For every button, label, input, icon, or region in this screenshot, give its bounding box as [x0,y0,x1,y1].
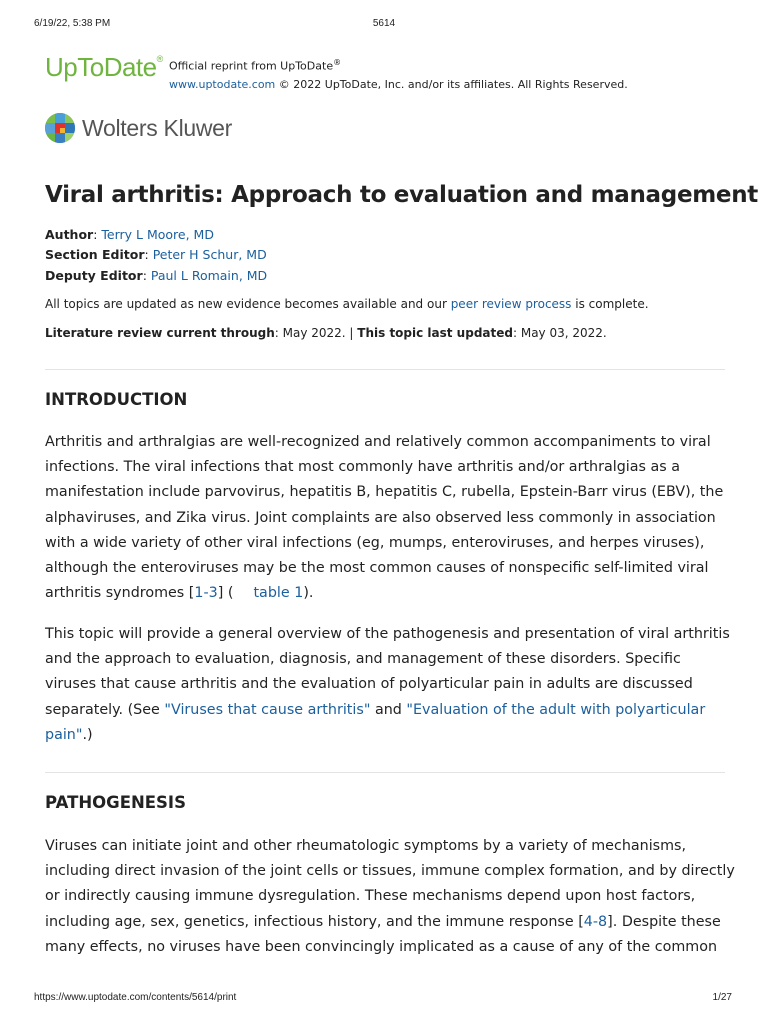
intro-p2-text: This topic will provide a general overview of the pathogenesis and presentation of viral arthritis and the approach to evaluation, diagnosis, and management of these disorders. Specific viruses that cause arthritis and the evaluation of polyarticular pain in adults are discussed separately. (See [45,626,730,718]
print-footer [34,992,732,1006]
uptodate-site-link[interactable]: www.uptodate.com [169,77,276,91]
divider [45,772,725,773]
deputy-editor-line: Deputy Editor: Paul L Romain, MD [45,268,268,283]
last-updated-label: This topic last updated [357,326,513,340]
author-link[interactable]: Terry L Moore, MD [101,227,214,242]
viruses-arthritis-link[interactable]: "Viruses that cause arthritis" [164,701,371,718]
reprint-registered-mark: ® [333,58,342,67]
wolters-kluwer-mark-icon [45,113,75,143]
lit-review-label: Literature review current through [45,326,275,340]
print-header [34,18,734,32]
author-line: Author: Terry L Moore, MD [45,227,214,242]
pathogenesis-p1-end: ]. Despite these many effects, no viruses have been convincingly implicated as a cause of any of the common [45,913,721,955]
uptodate-logo-text: UpToDate [45,52,157,82]
intro-p2-and: and [370,701,407,718]
intro-p1-mid: ] ( [217,585,234,602]
intro-p1-end: ). [303,585,314,602]
polyarticular-pain-link[interactable]: "Evaluation of the adult with polyarticular pain" [45,701,706,743]
lit-review-date: May 2022. [282,326,346,340]
intro-p2-end: .) [82,726,93,743]
uptodate-logo[interactable] [45,52,163,83]
section-editor-line: Section Editor: Peter H Schur, MD [45,247,267,262]
print-url: https://www.uptodate.com/contents/5614/print [34,992,237,1003]
intro-paragraph-2 [45,622,735,748]
section-editor-label: Section Editor [45,247,145,262]
pathogenesis-paragraph-1 [45,834,735,960]
table-1-link[interactable]: table 1 [253,585,304,602]
section-editor-link[interactable]: Peter H Schur, MD [152,247,267,262]
divider [45,369,725,370]
deputy-editor-label: Deputy Editor [45,268,143,283]
deputy-editor-link[interactable]: Paul L Romain, MD [150,268,268,283]
author-label: Author [45,227,94,242]
peer-review-link[interactable]: peer review process [450,297,572,311]
registered-mark: ® [156,54,163,64]
pathogenesis-p1-text: Viruses can initiate joint and other rheumatologic symptoms by a variety of mechanisms, including direct invasion of the joint cells or tissues, immune complex formation, and by directly or indirectly causing immune dysregulation. These mechanisms depend upon host factors, including age, sex, genetics, infectious history, and the immune response [ [45,838,735,930]
print-doc-id: 5614 [372,18,396,29]
copyright-text: © 2022 UpToDate, Inc. and/or its affiliates. All Rights Reserved. [275,77,628,91]
article-title: Viral arthritis: Approach to evaluation and management [45,182,758,208]
update-note-end: is complete. [571,297,649,311]
print-datetime: 6/19/22, 5:38 PM [34,18,111,29]
pathogenesis-heading: PATHOGENESIS [45,793,186,812]
reprint-notice [169,54,649,94]
ref-link-1-3[interactable]: 1-3 [194,585,218,602]
update-note [45,297,649,311]
update-note-text: All topics are updated as new evidence becomes available and our [45,297,451,311]
print-page-number: 1/27 [712,992,732,1003]
wolters-kluwer-text: Wolters Kluwer [82,115,233,141]
intro-heading: INTRODUCTION [45,390,188,409]
intro-paragraph-1 [45,430,735,606]
last-updated-date: May 03, 2022. [520,326,607,340]
ref-link-4-8[interactable]: 4-8 [583,913,608,930]
intro-p1-text: Arthritis and arthralgias are well-recognized and relatively common accompaniments to viral infections. The viral infections that most commonly have arthritis and/or arthralgias as a manifestation include parvovirus, hepatitis B, hepatitis C, rubella, Epstein-Barr virus (EBV), the alphaviruses, and Zika virus. Joint complaints are also observed less commonly in association with a wide variety of other viral infections (eg, mumps, enteroviruses, and herpes viruses), although the enteroviruses may be the most common causes of nonspecific self-limited viral arthritis syndromes [ [45,434,724,602]
review-dates: Literature review current through: May 2022. | This topic last updated: May 03, 2022. [45,326,607,340]
reprint-line: Official reprint from UpToDate [169,59,334,73]
